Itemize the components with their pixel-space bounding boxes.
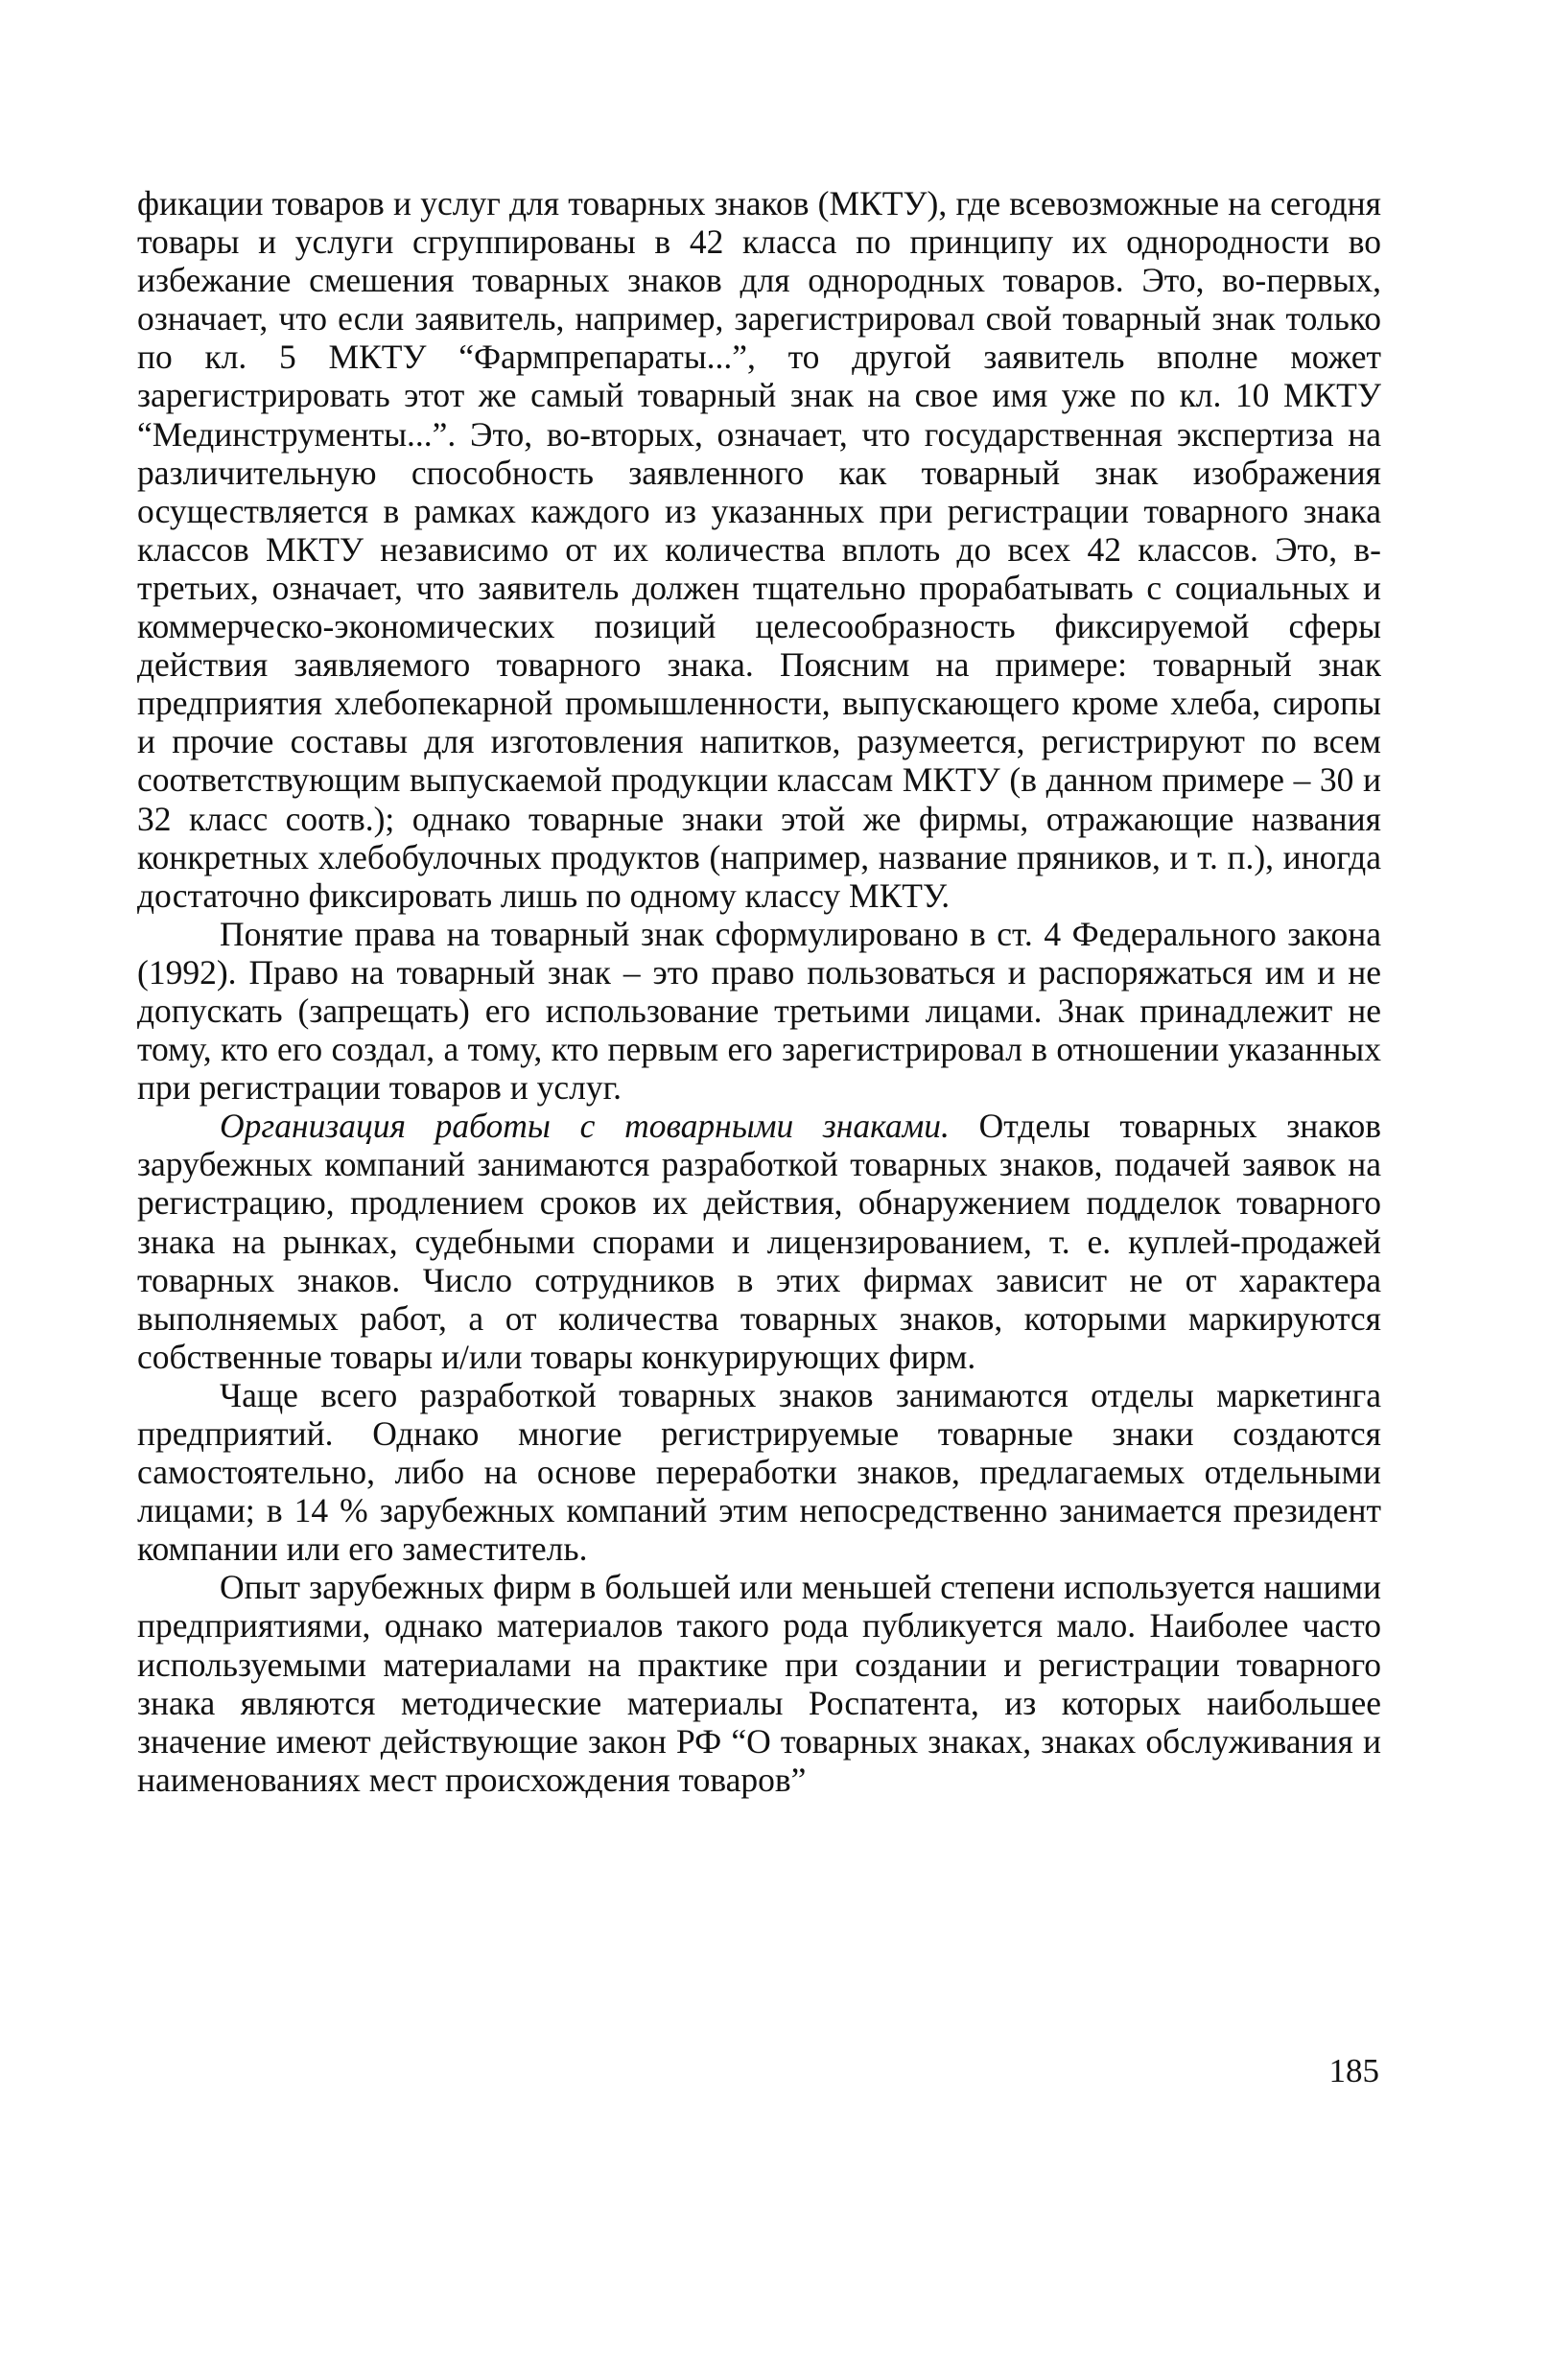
paragraph-3-italic-heading: Организация работы с товарными знаками.	[220, 1107, 950, 1146]
paragraph-4	[137, 1376, 1381, 1568]
paragraph-5-text: Опыт зарубежных фирм в большей или меньшей степени используется нашими предприятиями, однако материалов такого рода публикуется мало. Наиболее часто используемыми материалами на практике при создании и регистрации товарного знака являются методические материалы Роспатента, из которых наибольшее значение имеют действующие закон РФ “О товарных знаках, знаках обслуживания и наименованиях мест происхождения товаров”	[137, 1568, 1381, 1799]
paragraph-1-text: фикации товаров и услуг для товарных знаков (МКТУ), где всевозможные на сегодня товары и услуги сгруппированы в 42 класса по принципу их однородности во избежание смешения товарных знаков для однородных товаров. Это, во-первых, означает, что если заявитель, например, зарегистрировал свой товарный знак только по кл. 5 МКТУ “Фармпрепараты...”, то другой заявитель вполне может зарегистрировать этот же самый товарный знак на свое имя уже по кл. 10 МКТУ “Мединструменты...”. Это, во-вторых, означает, что государственная экспертиза на различительную способность заявленного как товарный знак изображения осуществляется в рамках каждого из указанных при регистрации товарного знака классов МКТУ независимо от их количества вплоть до всех 42 классов. Это, в-третьих, означает, что заявитель должен тщательно прорабатывать с социальных и коммерческо-экономических позиций целесообразность фиксируемой сферы действия заявляемого товарного знака. Поясним на примере: товарный знак предприятия хлебопекарной промышленности, выпускающего кроме хлеба, сиропы и прочие составы для изготовления напитков, разумеется, регистрируют по всем соответствующим выпускаемой продукции классам МКТУ (в данном примере – 30 и 32 класс соотв.); однако товарные знаки этой же фирмы, отражающие названия конкретных хлебобулочных продуктов (например, название пряников, и т. п.), иногда достаточно фиксировать лишь по одному классу МКТУ.	[137, 184, 1381, 915]
paragraph-3-text: Отделы товарных знаков зарубежных компаний занимаются разработкой товарных знаков, подачей заявок на регистрацию, продлением сроков их действия, обнаружением подделок товарного знака на рынках, судебными спорами и лицензированием, т. е. куплей-продажей товарных знаков. Число сотрудников в этих фирмах зависит не от характера выполняемых работ, а от количества товарных знаков, которыми маркируются собственные товары и/или товары конкурирующих фирм.	[137, 1107, 1382, 1376]
paragraph-2	[137, 915, 1381, 1107]
paragraph-5	[137, 1568, 1381, 1799]
paragraph-2-text: Понятие права на товарный знак сформулировано в ст. 4 Федерального закона (1992). Право на товарный знак – это право пользоваться и распоряжаться им и не допускать (запрещать) его использование третьими лицами. Знак принадлежит не тому, кто его создал, а тому, кто первым его зарегистрировал в отношении указанных при регистрации товаров и услуг.	[137, 914, 1381, 1108]
page-number: 185	[1328, 2052, 1379, 2089]
paragraph-3	[137, 1107, 1381, 1376]
paragraph-4-text: Чаще всего разработкой товарных знаков занимаются отделы маркетинга предприятий. Однако многие регистрируемые товарные знаки создаются самостоятельно, либо на основе переработки знаков, предлагаемых отдельными лицами; в 14 % зарубежных компаний этим непосредственно занимается президент компании или его заместитель.	[137, 1375, 1381, 1569]
paragraph-1	[137, 184, 1381, 915]
body-text	[137, 184, 1381, 1799]
